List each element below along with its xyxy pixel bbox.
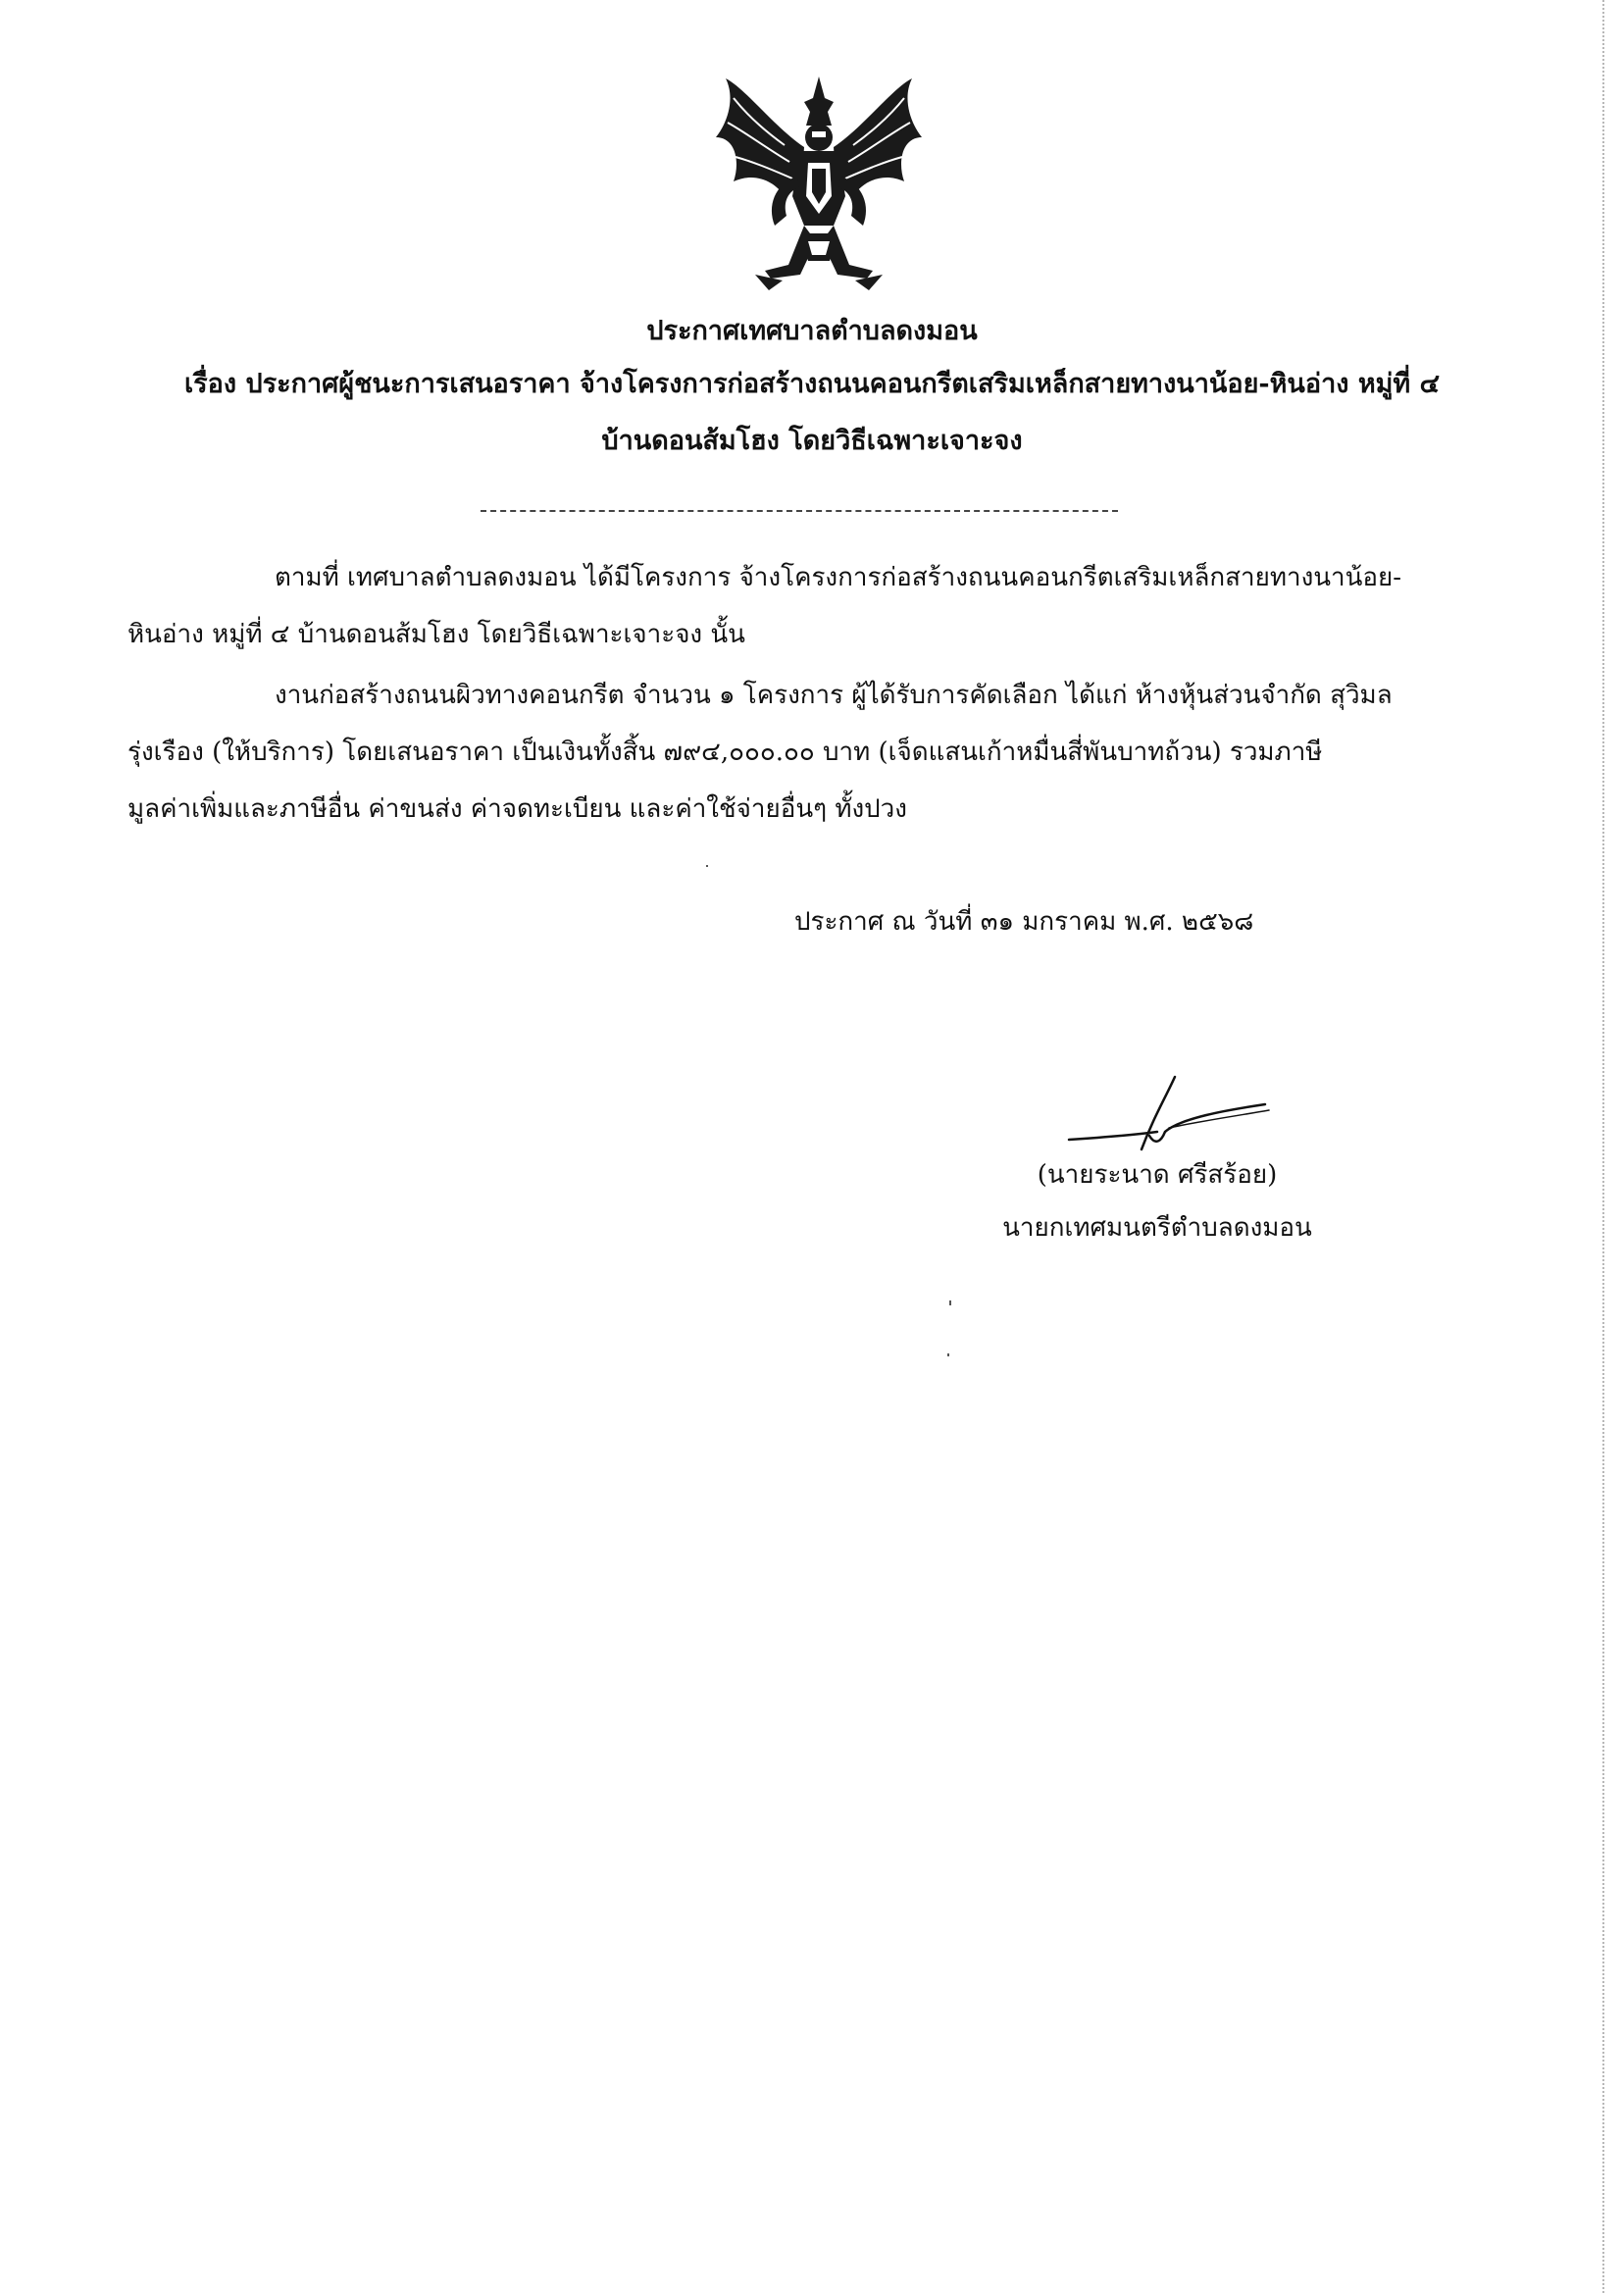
paragraph-1 [127,549,1442,663]
subject-line-1: เรื่อง ประกาศผู้ชนะการเสนอราคา จ้างโครงการก่อสร้างถนนคอนกรีตเสริมเหล็กสายทางนาน้อย-หินอ่าง หมู่ที่ ๔ [183,369,1441,399]
scan-speck [949,1300,951,1305]
paragraph-2-line-1: งานก่อสร้างถนนผิวทางคอนกรีต จำนวน ๑ โครงการ ผู้ได้รับการคัดเลือก ได้แก่ ห้างหุ้นส่วนจำกัด สุวิมล [275,681,1393,710]
organization-heading: ประกาศเทศบาลตำบลดงมอน [646,316,978,346]
paragraph-2-line-2: รุ่งเรือง (ให้บริการ) โดยเสนอราคา เป็นเงินทั้งสิ้น ๗๙๔,๐๐๐.๐๐ บาท (เจ็ดแสนเก้าหมื่นสี่พันบาทถ้วน) รวมภาษี [127,738,1323,767]
paragraph-2 [127,667,1442,838]
handwritten-signature [1059,1059,1275,1167]
signer-name: (นายระนาด ศรีสร้อย) [1037,1160,1278,1190]
paragraph-2-line-3: มูลค่าเพิ่มและภาษีอื่น ค่าขนส่ง ค่าจดทะเบียน และค่าใช้จ่ายอื่นๆ ทั้งปวง [127,794,907,824]
header-divider [481,510,1118,512]
announcement-date: ประกาศ ณ วันที่ ๓๑ มกราคม พ.ศ. ๒๕๖๘ [794,907,1254,937]
scan-speck [706,865,708,867]
paragraph-1-line-1: ตามที่ เทศบาลตำบลดงมอน ได้มีโครงการ จ้างโครงการก่อสร้างถนนคอนกรีตเสริมเหล็กสายทางนาน้อย- [275,563,1402,592]
paragraph-1-line-2: หินอ่าง หมู่ที่ ๔ บ้านดอนส้มโฮง โดยวิธีเฉพาะเจาะจง นั้น [127,620,745,649]
scan-speck [947,1353,949,1356]
garuda-emblem-icon [706,69,932,304]
subject-line-2: บ้านดอนส้มโฮง โดยวิธีเฉพาะเจาะจง [601,426,1023,456]
signer-position: นายกเทศมนตรีตำบลดงมอน [1002,1213,1312,1243]
